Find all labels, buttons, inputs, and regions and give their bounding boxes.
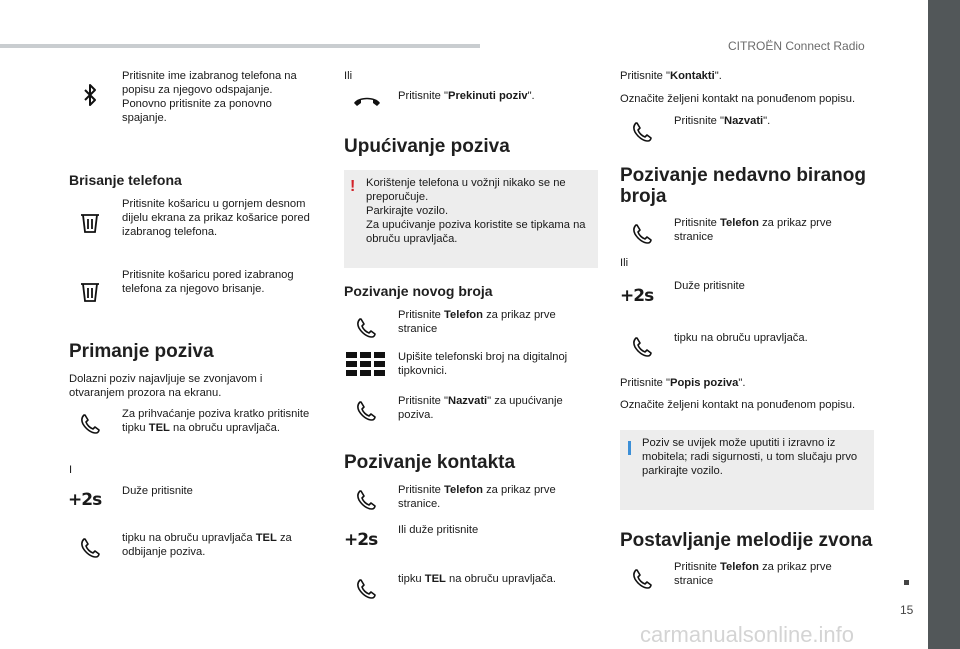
- contacts-text: Pritisnite "Kontakti".: [620, 70, 722, 82]
- long-press-text: Duže pritisnite: [122, 485, 193, 497]
- accept-text: Za prihvaćanje poziva kratko pritisnite tipku TEL na obruču upravljača.: [122, 408, 310, 434]
- trash-icon: [78, 276, 102, 306]
- reject-text: tipku na obruču upravljača TEL za odbijanje poziva.: [122, 532, 292, 558]
- info-text: Poziv se uvijek može uputiti i izravno iz mobitela; radi sigurnosti, u tom slučaju prvo parkirajte vozilo.: [642, 437, 858, 477]
- header-rule: [0, 44, 480, 48]
- ili-text: Ili: [620, 257, 629, 269]
- keypad-icon: [346, 352, 386, 380]
- warning-box: [344, 170, 598, 268]
- contact-text-3: tipku TEL na obruču upravljača.: [398, 573, 556, 585]
- select-contact-text: Označite željeni kontakt na ponuđenom popisu.: [620, 93, 856, 105]
- new-number-text-3: Pritisnite "Nazvati" za upućivanje poziva.: [398, 395, 563, 421]
- side-tab: [928, 0, 960, 649]
- contact-text-1: Pritisnite Telefon za prikaz prve stranice.: [398, 484, 556, 510]
- phone-icon: [354, 488, 378, 512]
- contact-text-2: Ili duže pritisnite: [398, 524, 479, 536]
- info-box: [620, 430, 874, 510]
- incoming-intro: Dolazni poziv najavljuje se zvonjavom i otvaranjem prozora na ekranu.: [69, 373, 263, 399]
- trash-text-2: Pritisnite košaricu pored izabranog telefona za njegovo brisanje.: [122, 269, 294, 295]
- ringtone-text: Pritisnite Telefon za prikaz prve stranice: [674, 561, 832, 587]
- hang-up-icon: [352, 94, 382, 108]
- trash-icon: [78, 207, 102, 237]
- phone-icon: [354, 316, 378, 340]
- recent-text-2: Duže pritisnite: [674, 280, 745, 292]
- hold-2s-icon: +2s: [68, 490, 102, 510]
- recent-text-3: tipku na obruču upravljača.: [674, 332, 808, 344]
- info-icon: [628, 441, 631, 455]
- bluetooth-icon: [78, 78, 102, 112]
- phone-icon: [78, 412, 102, 436]
- watermark: carmanualsonline.info: [640, 622, 855, 647]
- bluetooth-text: Pritisnite ime izabranog telefona na popisu za njegovo odspajanje. Ponovno pritisnite za ponovno spajanje.: [122, 70, 297, 124]
- phone-icon: [78, 536, 102, 560]
- page-number: 15: [900, 603, 914, 617]
- brand-title: CITROËN Connect Radio: [728, 39, 865, 53]
- call-list-text: Pritisnite "Popis poziva".: [620, 377, 746, 389]
- ili-text: Ili: [344, 70, 353, 82]
- warning-text: Korištenje telefona u vožnji nikako se ne preporučuje. Parkirajte vozilo. Za upućivanje poziva koristite se tipkama na obruču upravljača.: [366, 177, 586, 245]
- or-text: I: [69, 464, 73, 476]
- select-contact-text-2: Označite željeni kontakt na ponuđenom popisu.: [620, 399, 856, 411]
- heading-brisanje: Brisanje telefona: [69, 172, 182, 188]
- phone-icon: [630, 222, 654, 246]
- new-number-text-2: Upišite telefonski broj na digitalnoj tipkovnici.: [398, 351, 568, 377]
- recent-text-1: Pritisnite Telefon za prikaz prve stranice: [674, 217, 832, 243]
- phone-icon: [354, 399, 378, 423]
- continue-marker: [904, 580, 909, 585]
- new-number-text-1: Pritisnite Telefon za prikaz prve stranice: [398, 309, 556, 335]
- heading-upucivanje: Upućivanje poziva: [344, 136, 510, 157]
- hang-up-text: Pritisnite "Prekinuti poziv".: [398, 90, 535, 102]
- trash-text-1: Pritisnite košaricu u gornjem desnom dijelu ekrana za prikaz košarice pored izabranog telefona.: [122, 198, 310, 238]
- phone-icon: [354, 577, 378, 601]
- call-text: Pritisnite "Nazvati".: [674, 115, 771, 127]
- heading-primanje: Primanje poziva: [69, 341, 214, 362]
- phone-icon: [630, 567, 654, 591]
- heading-kontakta: Pozivanje kontakta: [344, 452, 516, 473]
- heading-melodija: Postavljanje melodije zvona: [620, 530, 873, 551]
- heading-novog: Pozivanje novog broja: [344, 283, 493, 299]
- hold-2s-icon: +2s: [344, 530, 378, 550]
- heading-nedavno: Pozivanje nedavno biranog broja: [620, 165, 866, 207]
- phone-icon: [630, 120, 654, 144]
- warning-icon: !: [350, 178, 356, 195]
- phone-icon: [630, 335, 654, 359]
- hold-2s-icon: +2s: [620, 286, 654, 306]
